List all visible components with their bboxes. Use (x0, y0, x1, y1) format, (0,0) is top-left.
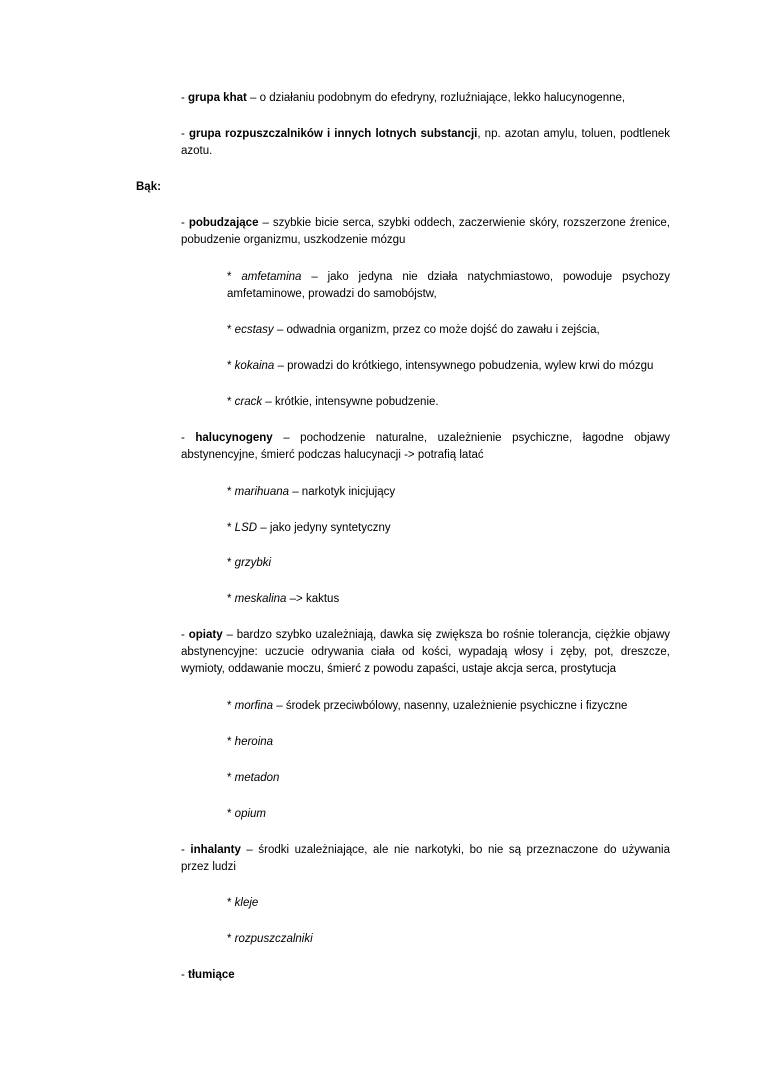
list-item: * opium (227, 808, 266, 820)
list-item: * metadon (227, 772, 280, 784)
term-opiaty: opiaty (188, 629, 223, 641)
list-item: * amfetamina – jako jedyna nie działa natychmiastowo, powoduje psychozy amfetaminowe, prowadzi do samobójstw, (227, 271, 671, 300)
paragraph-tlumiace: - tłumiące (181, 969, 235, 981)
paragraph-pobudzajace: - pobudzające – szybkie bicie serca, szybki oddech, zaczerwienie skóry, rozszerzone źrenice, pobudzenie organizmu, uszkodzenie mózgu (181, 217, 670, 246)
term-tlumiace: tłumiące (188, 969, 235, 981)
list-item: * meskalina –> kaktus (227, 593, 340, 605)
paragraph-rozpuszczalniki: - grupa rozpuszczalników i innych lotnych substancji, np. azotan amylu, toluen, podtlenek azotu. (181, 128, 670, 157)
list-item: * LSD – jako jedyny syntetyczny (227, 522, 391, 534)
list-item: * morfina – środek przeciwbólowy, nasenny, uzależnienie psychiczne i fizyczne (227, 700, 628, 712)
list-item: * grzybki (227, 557, 272, 569)
paragraph-opiaty: - opiaty – bardzo szybko uzależniają, dawka się zwiększa bo rośnie tolerancja, ciężkie objawy abstynencyjne: uczucie odrywania ciała od kości, wypadają włosy i zęby, pot, dreszcze, wymioty, oddawanie moczu, śmierć z powodu zapaści, ustaje akcja serca, prostytucja (181, 629, 670, 675)
paragraph-halucynogeny: - halucynogeny – pochodzenie naturalne, uzależnienie psychiczne, łagodne objawy abstynencyjne, śmierć podczas halucynacji -> potrafią latać (181, 432, 670, 461)
section-heading: Bąk: (136, 181, 161, 193)
paragraph-grupa-khat: - grupa khat – o działaniu podobnym do efedryny, rozluźniające, lekko halucynogenne, (181, 92, 626, 104)
term-inhalanty: inhalanty (190, 844, 241, 856)
list-item: * heroina (227, 736, 274, 748)
list-item: * kleje (227, 897, 259, 909)
paragraph-inhalanty: - inhalanty – środki uzależniające, ale nie narkotyki, bo nie są przeznaczone do używania przez ludzi (181, 844, 670, 873)
list-item: * crack – krótkie, intensywne pobudzenie. (227, 396, 439, 408)
list-item: * marihuana – narkotyk inicjujący (227, 486, 396, 498)
term-grupa-khat: grupa khat (188, 92, 247, 104)
term-halucynogeny: halucynogeny (195, 432, 273, 444)
term-pobudzajace: pobudzające (188, 217, 259, 229)
term-rozpuszczalniki: grupa rozpuszczalników i innych lotnych substancji (188, 128, 478, 140)
list-item: * kokaina – prowadzi do krótkiego, intensywnego pobudzenia, wylew krwi do mózgu (227, 360, 654, 372)
list-item: * rozpuszczalniki (227, 933, 313, 945)
list-item: * ecstasy – odwadnia organizm, przez co może dojść do zawału i zejścia, (227, 324, 600, 336)
